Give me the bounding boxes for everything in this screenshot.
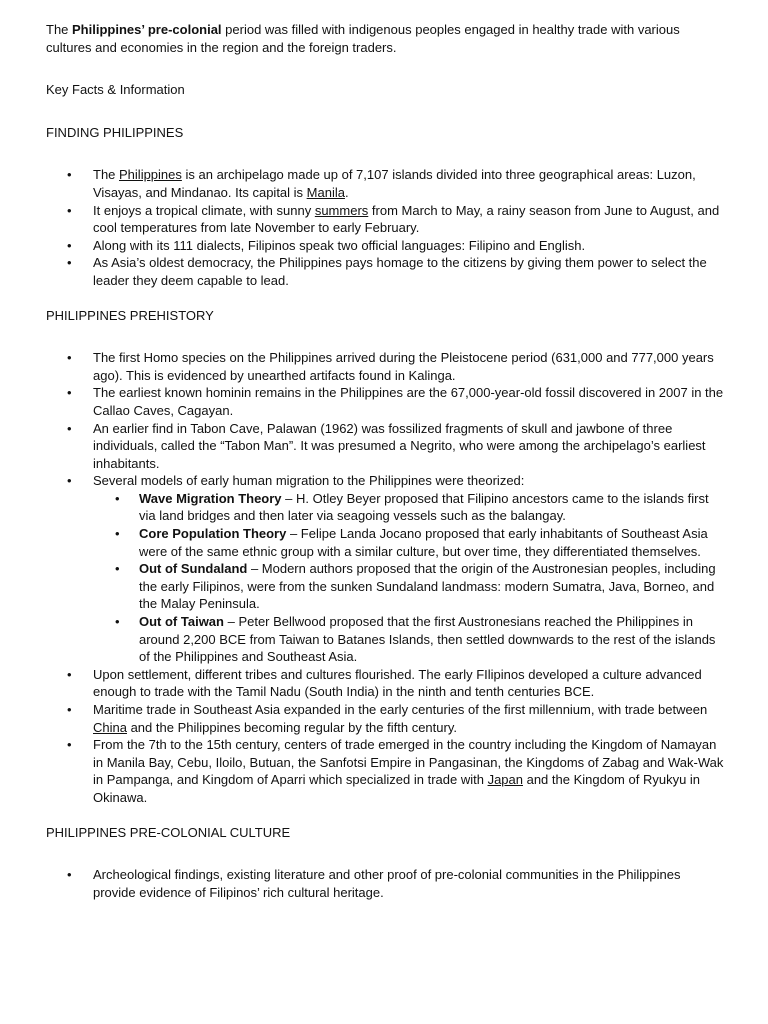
culture-list	[46, 866, 726, 901]
list-item: • Archeological findings, existing literature and other proof of pre-colonial communities in the Philippines provide evidence of Filipinos’ rich cultural heritage.	[46, 866, 726, 901]
theory-item: • Out of Sundaland – Modern authors proposed that the origin of the Austronesian peoples, including the early Filipinos, were from the sunken Sundaland landmass: modern Sumatra, Java, Borneo, and the Malay Peninsula.	[139, 560, 726, 613]
list-item: • The earliest known hominin remains in the Philippines are the 67,000-year-old fossil discovered in 2007 in the Callao Caves, Cagayan.	[46, 384, 726, 419]
list-item: • From the 7th to the 15th century, centers of trade emerged in the country including the Kingdom of Namayan in Manila Bay, Cebu, Iloilo, Butuan, the Sanfotsi Empire in Pangasinan, the Kingdoms of Zabag and Wak-Wak in Pampanga, and Kingdom of Aparri which specialized in trade with Japan and the Kingdom of Ryukyu in Okinawa.	[46, 736, 726, 806]
list-item: • As Asia’s oldest democracy, the Philippines pays homage to the citizens by giving them power to select the leader they deem capable to lead.	[46, 254, 726, 289]
theory-item: • Out of Taiwan – Peter Bellwood proposed that the first Austronesians reached the Philippines in around 2,200 BCE from Taiwan to Batanes Islands, then settled downwards to the rest of the islands of the Philippines and Southeast Asia.	[139, 613, 726, 666]
section-heading-finding: FINDING PHILIPPINES	[46, 124, 184, 140]
list-item: • Several models of early human migration to the Philippines were theorized: • Wave Migration Theory – H. Otley Beyer proposed that Filipino ancestors came to the islands first via land bridges and then later via seagoing vessels such as the balangay. • Core Population Theory – Felipe Landa Jocano proposed that early inhabitants of Southeast Asia were of the same ethnic group with a similar culture, but over time, they differentiated themselves. • Out of Sundaland – Modern authors proposed that the origin of the Austronesian peoples, including the early Filipinos, were from the sunken Sundaland landmass: modern Sumatra, Java, Borneo, and the Malay Peninsula. • Out of Taiwan – Peter Bellwood proposed that the first Austronesians reached the Philippines in around 2,200 BCE from Taiwan to Batanes Islands, then settled downwards to the rest of the islands of the Philippines and Southeast Asia.	[46, 472, 726, 666]
list-item: • Upon settlement, different tribes and cultures flourished. The early FIlipinos developed a culture advanced enough to trade with the Tamil Nadu (South India) in the ninth and tenth centuries BCE.	[46, 666, 726, 701]
intro-bold-term: Philippines’ pre-colonial	[72, 22, 222, 37]
china-link[interactable]: China	[93, 719, 127, 735]
finding-list	[46, 166, 726, 289]
intro-paragraph: The Philippines’ pre-colonial period was filled with indigenous peoples engaged in healthy trade with various cultures and economies in the region and the foreign traders.	[46, 22, 680, 55]
theory-title: Out of Sundaland	[139, 561, 248, 577]
japan-link[interactable]: Japan	[487, 772, 523, 788]
theory-title: Wave Migration Theory	[139, 490, 282, 506]
list-item: • Maritime trade in Southeast Asia expanded in the early centuries of the first millennium, with trade between China and the Philippines becoming regular by the fifth century.	[46, 701, 726, 736]
list-item: • Along with its 111 dialects, Filipinos speak two official languages: Filipino and English.	[46, 237, 726, 255]
section-heading-prehistory: PHILIPPINES PREHISTORY	[46, 307, 214, 323]
theory-title: Out of Taiwan	[139, 614, 224, 630]
list-item: • The first Homo species on the Philippines arrived during the Pleistocene period (631,000 and 777,000 years ago). This is evidenced by unearthed artifacts found in Kalinga.	[46, 349, 726, 384]
list-item: • It enjoys a tropical climate, with sunny summers from March to May, a rainy season from June to August, and cool temperatures from late November to early February.	[46, 202, 726, 237]
theory-item: • Wave Migration Theory – H. Otley Beyer proposed that Filipino ancestors came to the islands first via land bridges and then later via seagoing vessels such as the balangay.	[139, 490, 726, 525]
summers-link[interactable]: summers	[314, 202, 369, 218]
migration-theories-list	[93, 490, 726, 666]
manila-link[interactable]: Manila	[306, 184, 345, 200]
list-item: • An earlier find in Tabon Cave, Palawan (1962) was fossilized fragments of skull and jawbone of three individuals, called the “Tabon Man”. It was presumed a Negrito, who were among the archipelago’s earliest inhabitants.	[46, 420, 726, 473]
philippines-link[interactable]: Philippines	[119, 167, 182, 183]
list-item: • The Philippines is an archipelago made up of 7,107 islands divided into three geographical areas: Luzon, Visayas, and Mindanao. Its capital is Manila.	[46, 166, 726, 201]
key-facts-heading: Key Facts & Information	[46, 82, 185, 98]
document-page	[46, 21, 726, 918]
theory-title: Core Population Theory	[139, 526, 287, 542]
prehistory-list	[46, 349, 726, 806]
theory-item: • Core Population Theory – Felipe Landa Jocano proposed that early inhabitants of Southeast Asia were of the same ethnic group with a similar culture, but over time, they differentiated themselves.	[139, 525, 726, 560]
section-heading-culture: PHILIPPINES PRE-COLONIAL CULTURE	[46, 824, 291, 840]
